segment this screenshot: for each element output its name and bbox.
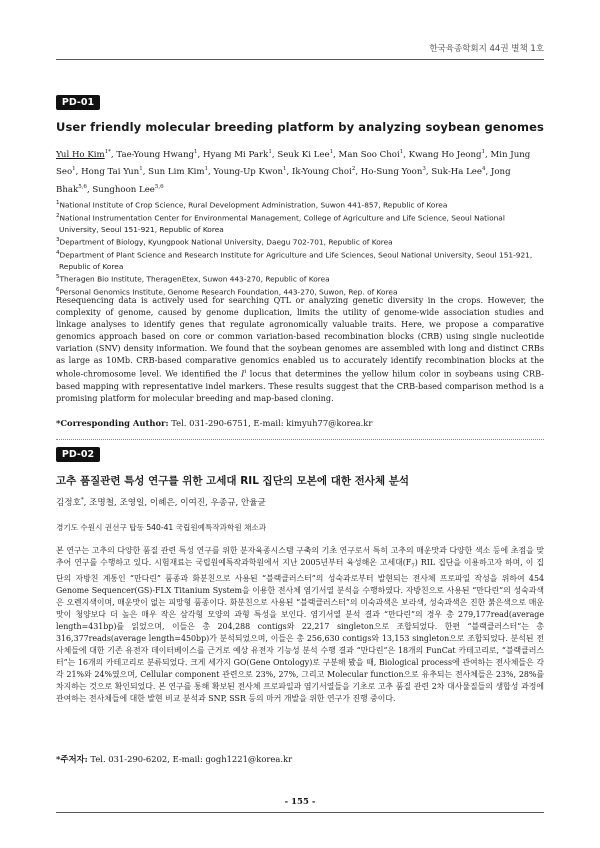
pd02-corresponding-author (56, 753, 544, 765)
pd01-authors: Yul Ho Kim$^{1*}$, Tae-Young Hwang$^1$, Hyang Mi Park$^1$, Seuk Ki Lee$^1$, Man Soo Choi$^1$, Kwang Ho Jeong$^1$, Min Jung Seo$^1$, Hong Tai Yun$^1$, Sun Lim Kim$^1$, Young-Up Kwon$^1$, Ik-Young Choi$^2$, Ho-Sung Yoon$^3$, Suk-Ha Lee$^4$, Jong Bhak$^{5,6}$, Sunghoon Lee$^{5,6}$ (56, 149, 531, 195)
pd01-badge: PD-01 (56, 95, 100, 110)
pd02-title: 고추 품질관련 특성 연구를 위한 고세대 RIL 집단의 모본에 대한 전사체 분석 (56, 475, 410, 487)
pd02-authors: 김정호*, 조명철, 조영일, 이혜은, 이여진, 우종규, 안율균 (56, 497, 266, 508)
page-number: - 155 - (284, 797, 316, 807)
pd01-title: User friendly molecular breeding platform by analyzing soybean genomes (56, 120, 544, 134)
affiliation-item: $^3$Department of Biology, Kyungpook National University, Daegu 702-701, Republic of Korea (56, 237, 393, 247)
footer-rule (56, 812, 544, 813)
affiliation-item: $^6$Personal Genomics Institute, Genome Research Foundation, 443-270, Suwon, Rep. of Korea (56, 287, 398, 297)
pd01-abstract: Resequencing data is actively used for searching QTL or analyzing genetic diversity in the crops. However, the complexity of genome, caused by genome duplication, limits the utility of genome-wide association studies and linkage analyses to identify genes that regulate agronomically valuable traits. Here, we propose a comparative genomics approach based on core or common variation-based recombination blocks (CRB) using single nucleotide variation (SNV) density information. We found that the soybean genomes are assembled with long and distinct CRBs as large as 10Mb. CRB-based comparative genomics enabled us to accurately identify recombination blocks at the whole-chromosome level. We identified the $I^i$ locus that determines the yellow hilum color in soybeans using CRB-based mapping with representative indel markers. These results suggest that the CRB-based comparison method is a promising platform for molecular breeding and map-based cloning. (56, 295, 545, 404)
pd02-affiliation: 경기도 수원시 권선구 탑동 540-41 국립원예특작과학원 채소과 (56, 523, 267, 532)
pd01-affiliations (56, 198, 544, 298)
pd02-corr-text: Tel. 031-290-6202, E-mail: gogh1221@korea.kr (87, 754, 293, 764)
affiliation-item: $^5$Theragen Bio Institute, TheragenEtex, Suwon 443-270, Republic of Korea (56, 274, 330, 284)
pd02-badge: PD-02 (56, 447, 100, 462)
pd01-corr-label: *Corresponding Author: (56, 418, 169, 428)
header-rule (56, 59, 544, 60)
affiliation-item: $^1$National Institute of Crop Science, Rural Development Administration, Suwon 441-857, Republic of Korea (56, 200, 448, 210)
journal-header: 한국육종학회지 44권 별책 1호 (429, 44, 544, 54)
section-divider (56, 439, 544, 440)
pd02-corr-label: *주저자: (56, 754, 88, 764)
pd02-abstract: 본 연구는 고추의 다양한 품질 관련 특성 연구를 위한 분자육종시스템 구축의 기초 연구로서 특히 고추의 매운맛과 다양한 색소 등에 초점을 맞추어 연구를 수행하고 있다. 시험재료는 국립원예특작과학원에서 지난 2005년부터 육성해온 고세대$(F_7)$ RIL 집단을 이용하고자 하며, 이 집단의 자방친 계통인 “만다린” 품종과 화분친으로 사용된 “블랙클러스터”의 성숙과로부터 발현되는 전사체 프로파일 작성을 위하여 454 Genome Sequencer(GS)-FLX Titanium System을 이용한 전사체 염기서열 분석을 수행하였다. 자방친으로 사용된 “만다린”의 성숙과색은 오렌지색이며, 매운맛이 없는 피망형 품종이다. 화분친으로 사용된 “블랙클러스터”의 미숙과색은 보라색, 성숙과색은 진한 붉은색으로 매운맛이 청양보다 더 높은 매우 작은 삼각형 모양의 과형 특성을 보인다. 염기서열 분석 결과 “만다린”의 경우 총 279,177read(average length=431bp)를 읽었으며, 이들은 총 204,288 contigs와 22,217 singleton으로 조합되었다. 한편 “블랙클러스터”는 총 316,377reads(average length=450bp)가 분석되었으며, 이들은 총 256,630 contigs와 13,153 singleton으로 조합되었다. 분석된 전사체들에 대한 기존 유전자 데이터베이스를 근거로 예상 유전자 기능성 분석 수행 결과 “만다린”은 18개의 FunCat 카테고리로, “블랙클러스터”는 16개의 카테고리로 분류되었다. 크게 세가지 GO(Gene Ontology)로 구분해 봤을 때, Biological process에 관여하는 전사체들은 각각 21%와 24%였으며, Cellular component 관련으로 23%, 27%, 그리고 Molecular function으로 유추되는 전사체들은 23%, 28%를 차지하는 것으로 확인되었다. 본 연구를 통해 확보된 전사체 프로파일과 염기서열들을 기초로 고추 품질 관련 2차 대사물질들의 생합성 과정에 관여하는 전사체들에 대한 발현 비교 분석과 SNP, SSR 등의 마커 개발을 위한 연구가 진행 중이다. (56, 546, 544, 704)
affiliation-item: $^4$Department of Plant Science and Research Institute for Agriculture and Life Sciences, Seoul National University, Seoul 151-921, Republic of Korea (56, 250, 533, 271)
pd01-corresponding-author (56, 418, 544, 428)
pd01-corr-text: Tel. 031-290-6751, E-mail: kimyuh77@korea.kr (168, 418, 373, 428)
affiliation-item: $^2$National Instrumentation Center for Environmental Management, College of Agriculture and Life Science, Seoul National University, Seoul 151-921, Republic of Korea (56, 212, 505, 234)
